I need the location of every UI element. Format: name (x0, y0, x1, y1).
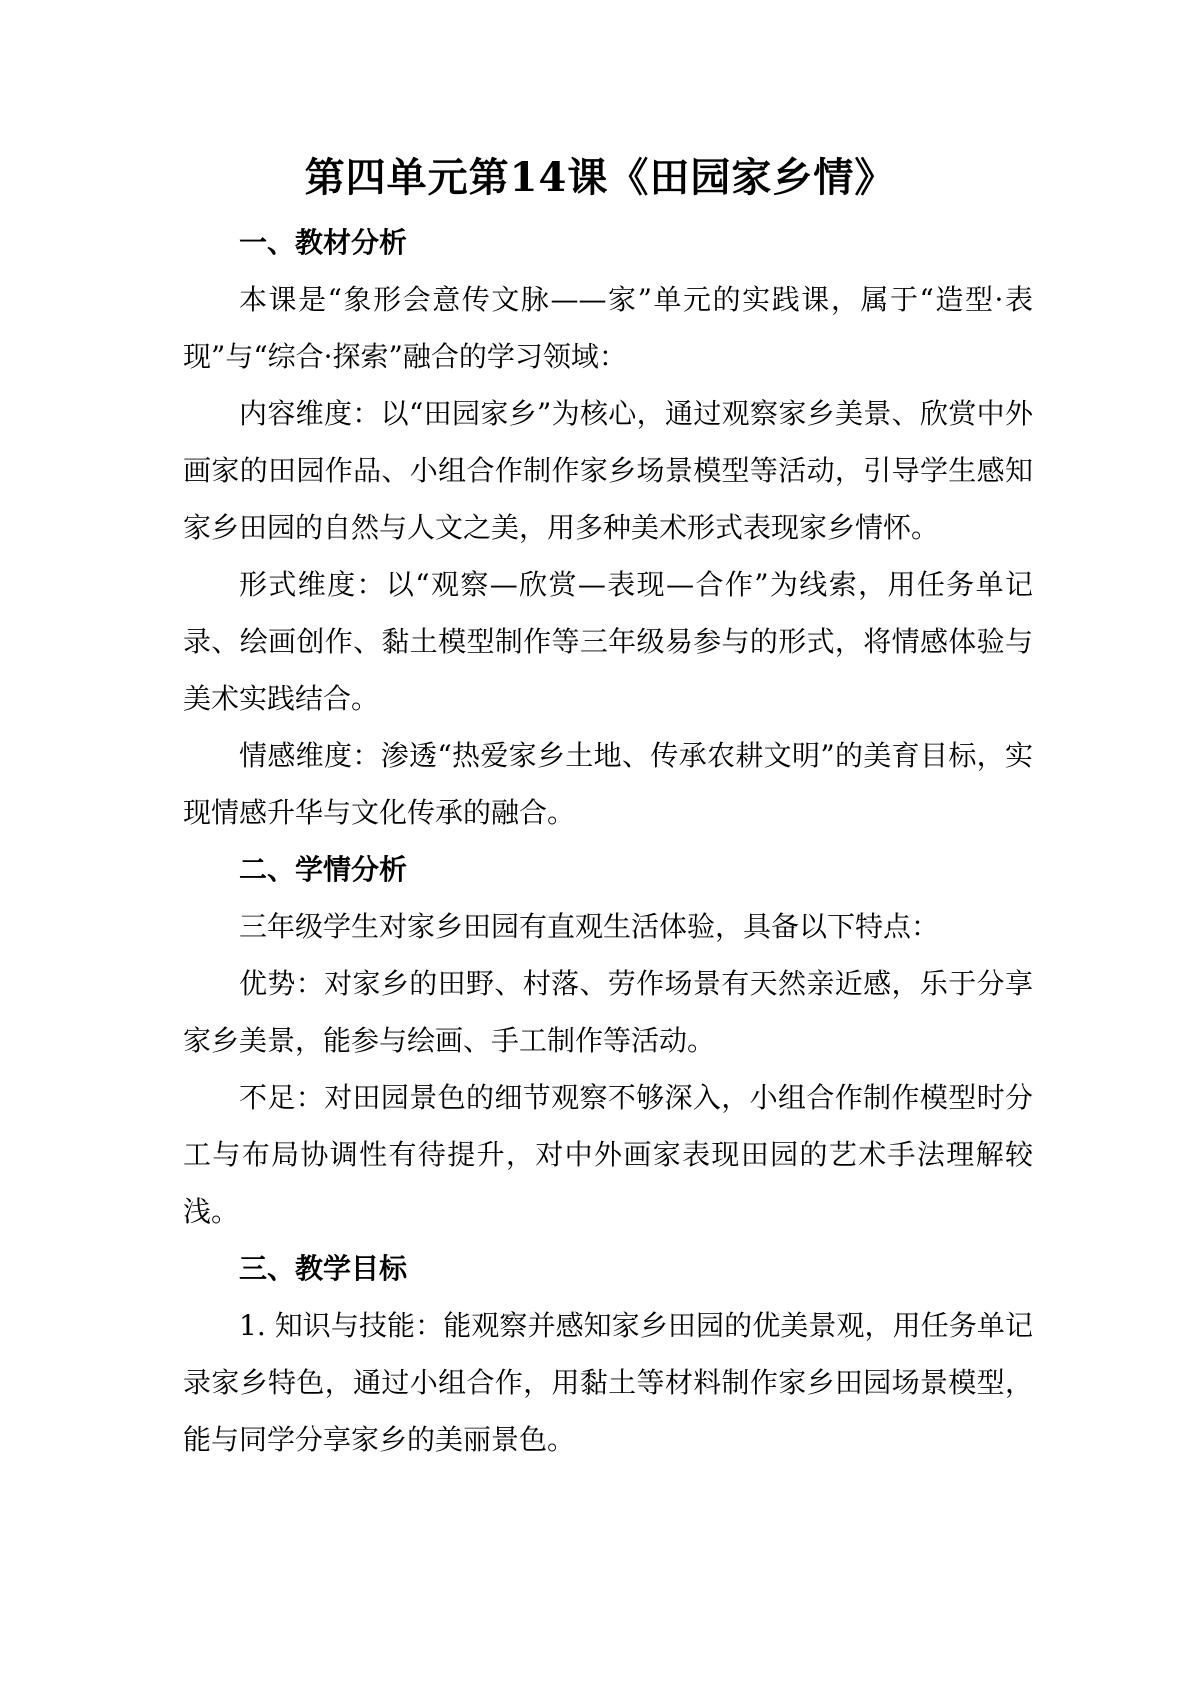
section-heading-student-analysis: 二、学情分析 (239, 853, 408, 886)
paragraph: 优势：对家乡的田野、村落、劳作场景有天然亲近感，乐于分享家乡美景，能参与绘画、手工制作等活动。 (183, 967, 1033, 1057)
paragraph: 本课是“象形会意传文脉——家”单元的实践课，属于“造型·表现”与“综合·探索”融合的学习领域： (183, 283, 1033, 373)
section-heading-textbook-analysis: 一、教材分析 (239, 226, 408, 259)
paragraph: 三年级学生对家乡田园有直观生活体验，具备以下特点： (239, 910, 940, 943)
section-heading-teaching-goals: 三、教学目标 (239, 1252, 408, 1285)
paragraph: 情感维度：渗透“热爱家乡土地、传承农耕文明”的美育目标，实现情感升华与文化传承的融合。 (183, 739, 1033, 829)
paragraph: 1. 知识与技能：能观察并感知家乡田园的优美景观，用任务单记录家乡特色，通过小组合作，用黏土等材料制作家乡田园场景模型，能与同学分享家乡的美丽景色。 (183, 1309, 1033, 1456)
paragraph: 不足：对田园景色的细节观察不够深入，小组合作制作模型时分工与布局协调性有待提升，对中外画家表现田园的艺术手法理解较浅。 (183, 1081, 1033, 1228)
paragraph: 内容维度：以“田园家乡”为核心，通过观察家乡美景、欣赏中外画家的田园作品、小组合作制作家乡场景模型等活动，引导学生感知家乡田园的自然与人文之美，用多种美术形式表现家乡情怀。 (183, 397, 1033, 544)
document-body (183, 214, 1033, 1468)
paragraph: 形式维度：以“观察—欣赏—表现—合作”为线索，用任务单记录、绘画创作、黏土模型制作等三年级易参与的形式，将情感体验与美术实践结合。 (183, 568, 1033, 715)
document-title: 第四单元第14课《田园家乡情》 (304, 154, 896, 201)
